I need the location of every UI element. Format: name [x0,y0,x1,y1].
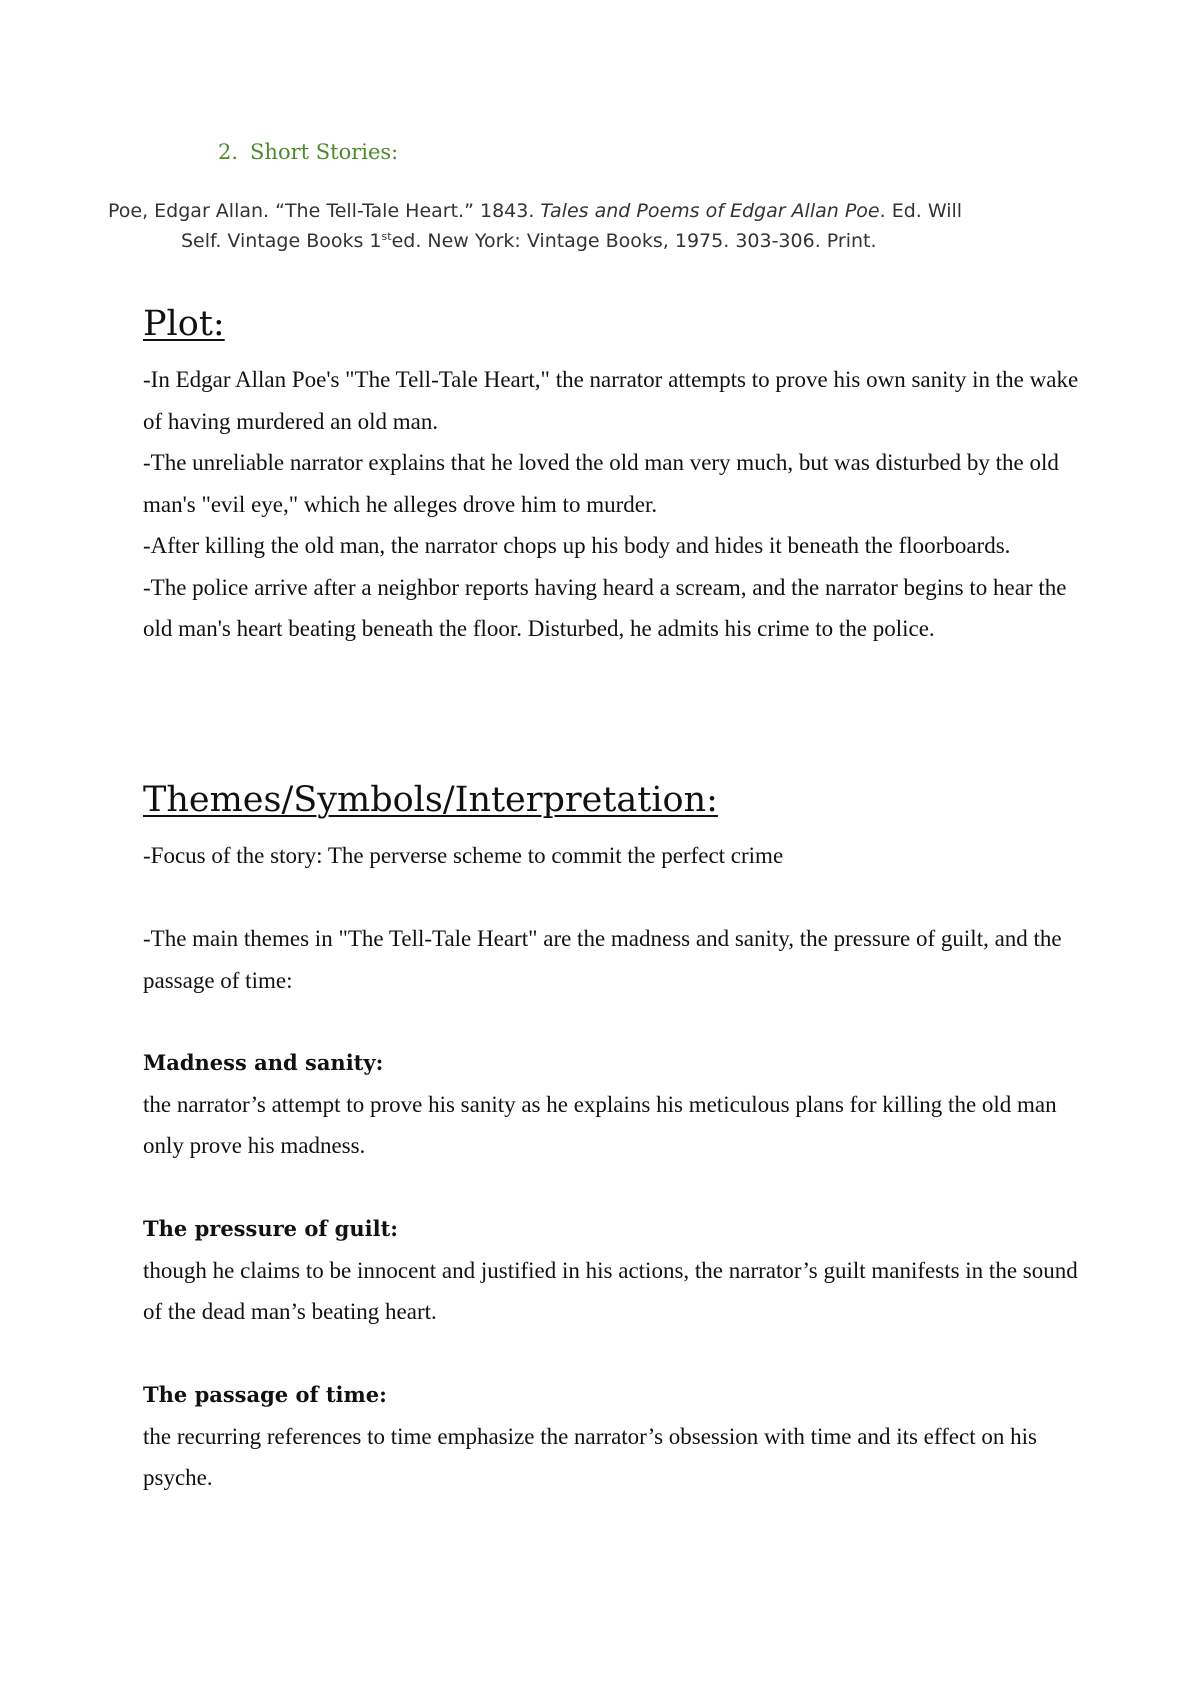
theme-title: The pressure of guilt: [143,1216,399,1241]
citation [108,198,1108,254]
theme-title: The passage of time: [143,1382,387,1407]
citation-part2: . Ed. Will [879,200,963,222]
citation-book-title: Tales and Poems of Edgar Allan Poe [540,200,880,222]
theme-text: the narrator’s attempt to prove his sanity as he explains his meticulous plans for killing the old man only prove his madness. [143,1091,1057,1158]
citation-line2 [108,224,1108,254]
theme-text: the recurring references to time emphasize the narrator’s obsession with time and its effect on his psyche. [143,1423,1037,1490]
main-themes-text: -The main themes in "The Tell-Tale Heart" are the madness and sanity, the pressure of guilt, and the passage of time: [143,926,1062,993]
themes-main [143,918,1083,1001]
plot-paragraph: -After killing the old man, the narrator chops up his body and hides it beneath the floorboards. [143,533,1011,558]
themes-heading: Themes/Symbols/Interpretation: [143,780,718,820]
plot-heading: Plot: [143,304,225,344]
plot-paragraph: -The police arrive after a neighbor reports having heard a scream, and the narrator begins to hear the old man's heart beating beneath the floor. Disturbed, he admits his crime to the police. [143,574,1067,641]
themes-focus [143,835,1083,877]
theme-title: Madness and sanity: [143,1050,384,1075]
section-number: 2. [218,140,239,164]
plot-paragraph: -The unreliable narrator explains that he loved the old man very much, but was disturbed by the old man's "evil eye," which he alleges drove him to murder. [143,450,1059,517]
plot-paragraph: -In Edgar Allan Poe's "The Tell-Tale Heart," the narrator attempts to prove his own sanity in the wake of having murdered an old man. [143,367,1079,434]
theme-guilt [143,1208,1083,1333]
theme-madness [143,1042,1083,1167]
plot-body [143,359,1083,650]
theme-time [143,1374,1083,1499]
citation-line2-a: Self. Vintage Books 1 [181,230,382,252]
theme-text: though he claims to be innocent and justified in his actions, the narrator’s guilt manifests in the sound of the dead man’s beating heart. [143,1257,1078,1324]
section-label: Short Stories: [250,140,399,164]
citation-line2-b: ed. New York: Vintage Books, 1975. 303-306. Print. [391,230,877,252]
section-heading [218,140,398,164]
focus-text: -Focus of the story: The perverse scheme to commit the perfect crime [143,843,784,868]
citation-superscript: st [381,230,392,243]
citation-part1: Poe, Edgar Allan. “The Tell-Tale Heart.” 1843. [108,200,541,222]
